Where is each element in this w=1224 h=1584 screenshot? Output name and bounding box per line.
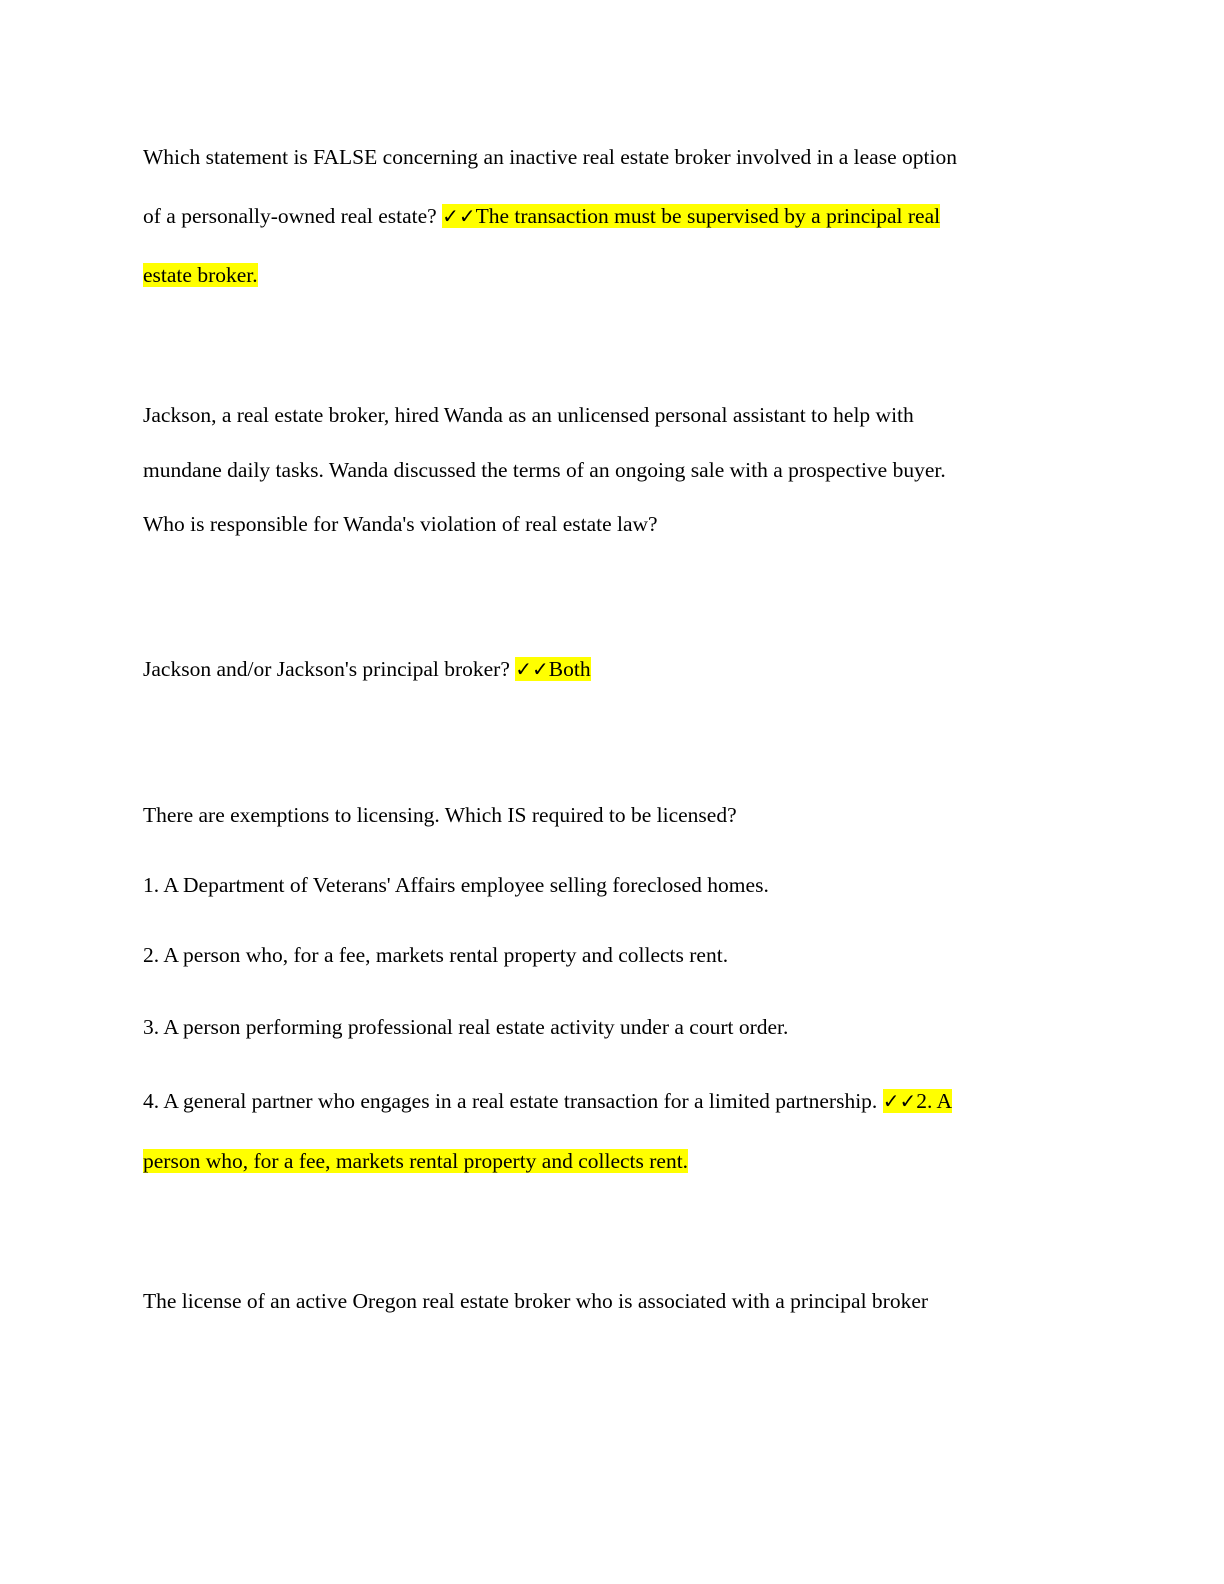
q5-question-text-1: The license of an active Oregon real estate broker who is associated with a principal broker (143, 1289, 929, 1313)
q1-line-3 (143, 260, 258, 290)
q1-answer-text-1: The transaction must be supervised by a principal real (475, 204, 941, 228)
q2-line-2 (143, 455, 946, 485)
q4-option-2 (143, 940, 728, 970)
q1-question-text-1: Which statement is FALSE concerning an inactive real estate broker involved in a lease option (143, 145, 957, 169)
q4-intro-line (143, 800, 737, 830)
q3-question-text: Jackson and/or Jackson's principal broker? (143, 657, 516, 681)
q2-question-text-2: mundane daily tasks. Wanda discussed the terms of an ongoing sale with a prospective buyer. (143, 458, 946, 482)
q1-answer-text-2: estate broker. (143, 263, 258, 287)
double-check-icon: ✓✓ (442, 204, 476, 228)
q5-line-1 (143, 1286, 928, 1316)
q4-option-4-text: 4. A general partner who engages in a real estate transaction for a limited partnership. (143, 1089, 883, 1113)
q1-line-1 (143, 142, 957, 172)
q4-intro-text: There are exemptions to licensing. Which IS required to be licensed? (143, 803, 737, 827)
q1-line-2 (143, 201, 940, 231)
q4-option-3 (143, 1012, 788, 1042)
q3-line-1 (143, 654, 591, 684)
q2-line-3 (143, 509, 658, 539)
q1-answer-highlight (442, 204, 940, 228)
q4-option-3-text: 3. A person performing professional real estate activity under a court order. (143, 1015, 789, 1039)
q2-line-1 (143, 400, 914, 430)
q4-answer-line-2 (143, 1146, 688, 1176)
double-check-icon: ✓✓ (515, 657, 549, 681)
q2-question-text-3: Who is responsible for Wanda's violation of real estate law? (143, 512, 658, 536)
q4-option-2-text: 2. A person who, for a fee, markets rental property and collects rent. (143, 943, 729, 967)
q1-question-text-2: of a personally-owned real estate? (143, 204, 443, 228)
q3-answer-text: Both (548, 657, 591, 681)
q4-answer-highlight (883, 1089, 952, 1113)
q2-question-text-1: Jackson, a real estate broker, hired Wanda as an unlicensed personal assistant to help with (143, 403, 914, 427)
double-check-icon: ✓✓ (882, 1089, 917, 1113)
q4-option-1 (143, 870, 769, 900)
q4-option-4 (143, 1086, 952, 1116)
q4-answer-text-2: person who, for a fee, markets rental property and collects rent. (143, 1149, 689, 1173)
q3-answer-highlight (515, 657, 590, 681)
q4-option-1-text: 1. A Department of Veterans' Affairs employee selling foreclosed homes. (143, 873, 769, 897)
q4-answer-text-1: 2. A (916, 1089, 953, 1113)
